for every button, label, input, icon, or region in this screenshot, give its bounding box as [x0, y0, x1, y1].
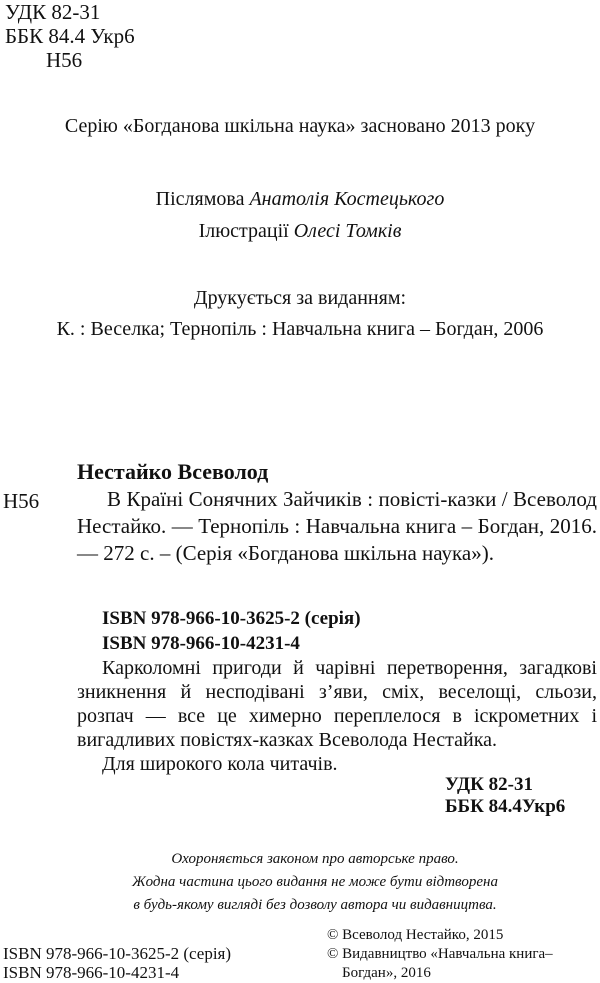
bibliographic-text: В Країні Сонячних Зайчиків : повісті-казки / Всеволод Нестайко. — Тернопіль : Навчальна книга – Богдан, 2016. — 272 с. – (Серія «Богданова шкільна наука»). [77, 487, 597, 565]
catalog-udk: УДК 82-31 [445, 774, 533, 795]
catalog-bbk: ББК 84.4Укр6 [445, 796, 566, 817]
bibliographic-record [77, 486, 597, 567]
catalog-isbn-book: ISBN 978-966-10-4231-4 [102, 633, 300, 654]
afterword-label: Післямова [155, 188, 250, 210]
illustrator-name: Олесі Томків [293, 220, 402, 242]
illustrations-credit [0, 218, 600, 244]
copyright-notice-line: Жодна частина цього видання не може бути відтворена [132, 874, 498, 890]
audience-text: Для широкого кола читачів. [102, 753, 338, 775]
annotation-text: Карколомні пригоди й чарівні перетворення, загадкові зникнення й несподівані з’яви, сміх, веселощі, сльози, розпач — все це химерно переплелося в іскрометних і вигадливих повістях-казках Всеволода Нестайка. [77, 657, 597, 751]
bbk-code: ББК 84.4 Укр6 [5, 24, 135, 48]
catalog-author: Нестайко Всеволод [77, 459, 269, 484]
catalog-author-mark: Н56 [3, 489, 40, 513]
illustrations-label: Ілюстрації [198, 220, 294, 242]
copyright-publisher-cont: Богдан», 2016 [342, 965, 431, 981]
footer-isbn-series: ISBN 978-966-10-3625-2 (серія) [3, 944, 232, 963]
copyright-publisher: © Видавництво «Навчальна книга– [327, 946, 553, 962]
udk-code: УДК 82-31 [5, 0, 101, 24]
source-edition-label: Друкується за виданням: [193, 287, 407, 309]
copyright-notice [95, 848, 535, 917]
afterword-credit [0, 186, 600, 212]
copyright-notice-line: в будь-якому вигляді без дозволу автора чи видавництва. [133, 897, 497, 913]
afterword-author: Анатолія Костецького [249, 188, 445, 210]
author-mark: Н56 [46, 48, 83, 72]
source-edition-details: К. : Веселка; Тернопіль : Навчальна книга – Богдан, 2006 [56, 318, 544, 340]
catalog-isbn-series: ISBN 978-966-10-3625-2 (серія) [102, 608, 361, 629]
footer-isbn-book: ISBN 978-966-10-4231-4 [3, 963, 180, 982]
annotation [77, 656, 597, 776]
series-note: Серію «Богданова шкільна наука» засновано 2013 року [64, 115, 536, 137]
copyright-author: © Всеволод Нестайко, 2015 [327, 927, 504, 943]
copyright-notice-line: Охороняється законом про авторське право. [171, 851, 459, 867]
